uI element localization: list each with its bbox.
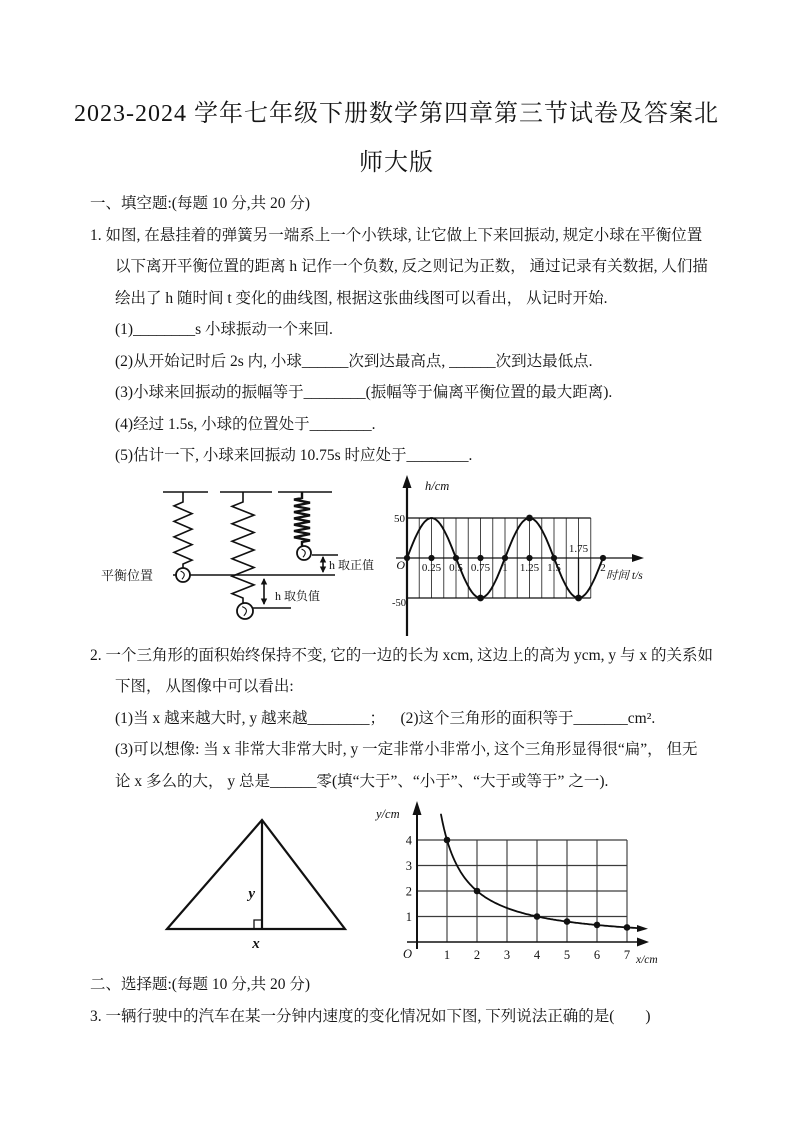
iron-ball [297,546,311,560]
section2-heading: 二、选择题:(每题 10 分,共 20 分) [90,976,311,993]
question1-line: 绘出了 h 随时间 t 变化的曲线图, 根据这张曲线图可以看出， 从记时开始. [115,289,608,307]
hyperbola-curve [441,815,639,929]
axis-dot [477,554,483,560]
triangle-outline [167,820,345,929]
axis-dot [600,554,606,560]
x-tick-label: 1.5 [547,561,561,574]
question1-sub5: (5)估计一下, 小球来回振动 10.75s 时应处于________. [115,447,473,464]
x-tick-label: 2 [600,561,606,574]
origin-label: O [402,947,412,961]
question1-sub3: (3)小球来回振动的振幅等于________(振幅等于偏离平衡位置的最大距离). [115,384,613,401]
data-point [534,913,541,920]
axis-dot [453,554,459,560]
y-tick-label: O [396,557,405,572]
iron-ball [237,603,253,619]
x-tick-label: 1 [502,561,508,574]
x-axis-title: 时间 t/s [606,569,643,582]
x-tick-label: 4 [533,948,541,962]
spring-right [294,492,310,546]
y-axis-title: y/cm [376,807,400,821]
question3-line: 3. 一辆行驶中的汽车在某一分钟内速度的变化情况如下图, 下列说法正确的是( ) [90,1007,651,1025]
question1-line: 以下离开平衡位置的距离 h 记作一个负数, 反之则记为正数， 通过记录有关数据, 人们描 [115,258,708,275]
question2-sub3-cont: 论 x 多么的大， y 总是______零(填“大于”、“小于”、“大于或等于” 之一). [115,772,609,790]
spring-left [174,492,192,568]
x-tick-label: 1 [443,948,451,962]
axis-dot [551,554,557,560]
axis-dot [526,554,532,560]
right-angle-mark [254,920,262,929]
x-tick-label: 0.75 [470,561,491,574]
section1-heading: 一、填空题:(每题 10 分,共 20 分) [90,195,311,212]
curve-dot [575,594,582,601]
question1-figures [95,472,793,640]
iron-ball [176,568,190,582]
data-point [474,888,481,895]
question2-figures [135,797,793,969]
x-tick-label: 0.5 [449,561,463,574]
question1-sub2: (2)从开始记时后 2s 内, 小球______次到达最高点, ______次到达最低点. [115,352,593,370]
axis-dot [502,554,508,560]
x-tick-label: 3 [503,948,511,962]
x-axis-title: x/cm [636,954,658,966]
y-tick-label: -50 [392,597,406,609]
x-tick-label: 1.75 [568,542,589,555]
x-tick-label: 5 [563,948,571,962]
question1-sub1: (1)________s 小球振动一个来回. [115,321,333,338]
y-tick-label: 50 [394,512,405,525]
question1-line: 1. 如图, 在悬挂着的弹簧另一端系上一个小铁球, 让它做上下来回振动, 规定小球在平衡位置 [90,226,703,244]
data-point [564,918,571,925]
h-positive-label: h 取正值 [329,557,375,572]
question2-line: 2. 一个三角形的面积始终保持不变, 它的一边的长为 xcm, 这边上的高为 ycm, y 与 x 的关系如 [90,646,713,664]
y-tick-label: 1 [405,910,412,924]
data-point [444,837,451,844]
y-axis-arrow [403,475,412,488]
data-point [594,922,601,929]
h-negative-label: h 取负值 [275,588,321,603]
y-tick-label: 4 [405,833,412,848]
data-point [624,924,631,931]
equilibrium-label: 平衡位置 [101,567,154,583]
document-title: 2023-2024 学年七年级下册数学第四章第三节试卷及答案北师大版 [74,101,719,176]
triangle-base-label: x [252,936,260,952]
curve-dot [526,514,533,521]
y-axis-title: h/cm [425,478,450,493]
x-tick-label: 6 [593,948,601,962]
x-tick-label: 0.25 [421,561,442,574]
curve-arrow [637,925,648,932]
x-tick-label: 1.25 [519,561,540,574]
y-tick-label: 3 [405,859,412,873]
question2-sub1-2: (1)当 x 越来越大时, y 越来越________； (2)这个三角形的面积等于_______cm². [115,709,656,727]
curve-dot [477,594,484,601]
x-axis-arrow [632,554,644,562]
spring-figure [95,472,390,632]
x-tick-label: 2 [473,948,481,962]
hyperbola-chart [375,797,680,969]
y-tick-label: 2 [405,884,412,899]
axis-dot [428,554,434,560]
y-axis-arrow [413,801,422,815]
triangle-height-label: y [248,886,255,902]
question1-sub4: (4)经过 1.5s, 小球的位置处于________. [115,415,376,433]
x-axis-arrow [637,938,649,947]
oscillation-chart [392,472,677,640]
triangle-figure [135,797,375,957]
question2-line: 下图， 从图像中可以看出: [115,678,294,695]
x-tick-label: 7 [623,948,631,962]
spring-middle [232,492,254,603]
question2-sub3: (3)可以想像: 当 x 非常大非常大时, y 一定非常小非常小, 这个三角形显得很“扁”， 但无 [115,741,698,758]
